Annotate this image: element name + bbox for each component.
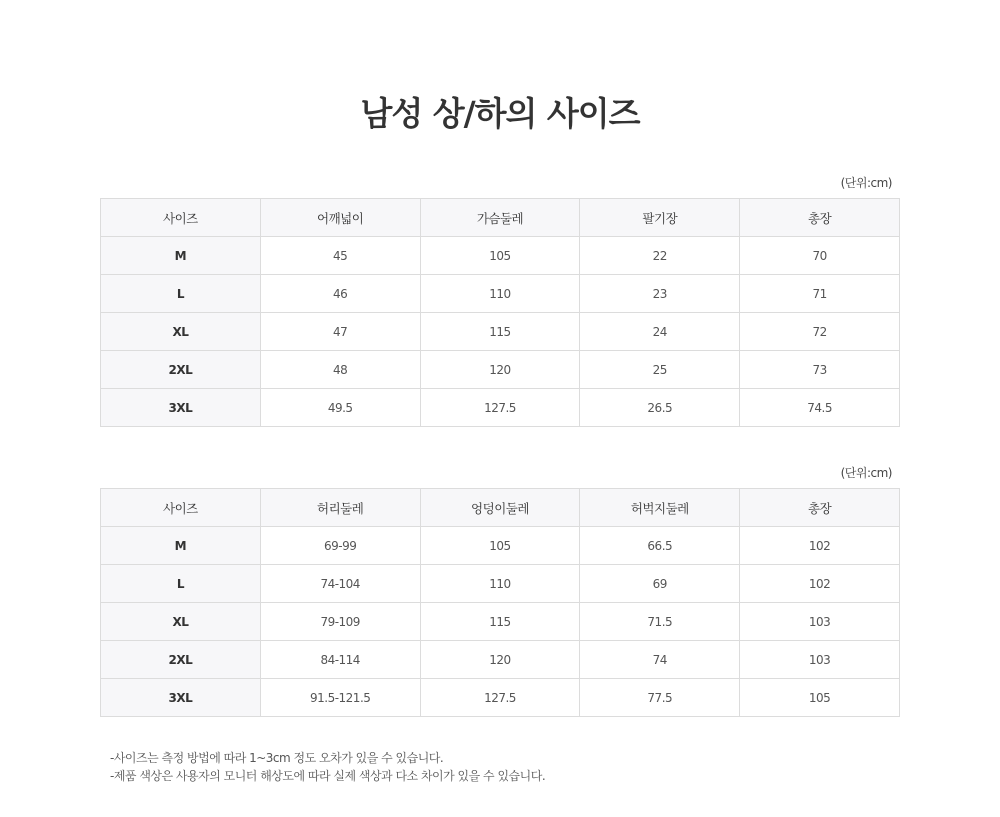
table-cell: 23	[580, 275, 740, 313]
table-cell: 25	[580, 351, 740, 389]
table-cell: 74.5	[740, 389, 900, 427]
table-row	[101, 275, 900, 313]
table-row	[101, 679, 900, 717]
table-cell: 110	[420, 565, 580, 603]
table-cell: 73	[740, 351, 900, 389]
table-cell: 26.5	[580, 389, 740, 427]
size-label-cell: L	[101, 565, 261, 603]
size-label-cell: 3XL	[101, 389, 261, 427]
table-cell: 70	[740, 237, 900, 275]
table-header-row	[101, 199, 900, 237]
table-cell: 72	[740, 313, 900, 351]
table-row	[101, 237, 900, 275]
size-label-cell: XL	[101, 313, 261, 351]
table-cell: 120	[420, 351, 580, 389]
bottom-size-table	[100, 488, 900, 717]
table-cell: 48	[260, 351, 420, 389]
table-cell: 105	[740, 679, 900, 717]
table-cell: 24	[580, 313, 740, 351]
table-cell: 69-99	[260, 527, 420, 565]
table-cell: 110	[420, 275, 580, 313]
note-measurement: -사이즈는 측정 방법에 따라 1~3cm 정도 오차가 있을 수 있습니다.	[110, 751, 444, 765]
size-label-cell: XL	[101, 603, 261, 641]
table-cell: 120	[420, 641, 580, 679]
table-cell: 74-104	[260, 565, 420, 603]
table-row	[101, 389, 900, 427]
table-cell: 127.5	[420, 679, 580, 717]
table-cell: 105	[420, 527, 580, 565]
size-label-cell: 2XL	[101, 351, 261, 389]
table-cell: 105	[420, 237, 580, 275]
header-cell-length: 총장	[740, 199, 900, 237]
note-color: -제품 색상은 사용자의 모니터 해상도에 따라 실제 색상과 다소 차이가 있을 수 있습니다.	[110, 769, 546, 783]
header-cell-waist: 허리둘레	[260, 489, 420, 527]
table-cell: 79-109	[260, 603, 420, 641]
table-cell: 22	[580, 237, 740, 275]
table-cell: 102	[740, 565, 900, 603]
header-cell-size: 사이즈	[101, 489, 261, 527]
size-label-cell: 2XL	[101, 641, 261, 679]
size-label-cell: 3XL	[101, 679, 261, 717]
table-cell: 49.5	[260, 389, 420, 427]
table-cell: 74	[580, 641, 740, 679]
table-cell: 115	[420, 313, 580, 351]
table-row	[101, 313, 900, 351]
header-cell-size: 사이즈	[101, 199, 261, 237]
size-label-cell: M	[101, 527, 261, 565]
table-cell: 103	[740, 641, 900, 679]
table-row	[101, 527, 900, 565]
table-cell: 71.5	[580, 603, 740, 641]
header-cell-shoulder: 어깨넓이	[260, 199, 420, 237]
table-cell: 47	[260, 313, 420, 351]
top-size-table	[100, 198, 900, 427]
table-cell: 46	[260, 275, 420, 313]
table-cell: 66.5	[580, 527, 740, 565]
size-notes	[110, 749, 545, 785]
page-title: 남성 상/하의 사이즈	[360, 94, 640, 133]
header-cell-hip: 엉덩이둘레	[420, 489, 580, 527]
table-row	[101, 641, 900, 679]
top-table-unit: (단위:cm)	[840, 176, 892, 190]
table-cell: 77.5	[580, 679, 740, 717]
size-label-cell: M	[101, 237, 261, 275]
table-cell: 84-114	[260, 641, 420, 679]
table-cell: 115	[420, 603, 580, 641]
header-cell-sleeve: 팔기장	[580, 199, 740, 237]
table-cell: 102	[740, 527, 900, 565]
table-row	[101, 351, 900, 389]
table-header-row	[101, 489, 900, 527]
table-cell: 103	[740, 603, 900, 641]
table-cell: 127.5	[420, 389, 580, 427]
table-row	[101, 603, 900, 641]
header-cell-length: 총장	[740, 489, 900, 527]
header-cell-chest: 가슴둘레	[420, 199, 580, 237]
table-cell: 69	[580, 565, 740, 603]
header-cell-thigh: 허벅지둘레	[580, 489, 740, 527]
table-row	[101, 565, 900, 603]
table-cell: 45	[260, 237, 420, 275]
table-cell: 91.5-121.5	[260, 679, 420, 717]
size-label-cell: L	[101, 275, 261, 313]
table-cell: 71	[740, 275, 900, 313]
bottom-table-unit: (단위:cm)	[840, 466, 892, 480]
